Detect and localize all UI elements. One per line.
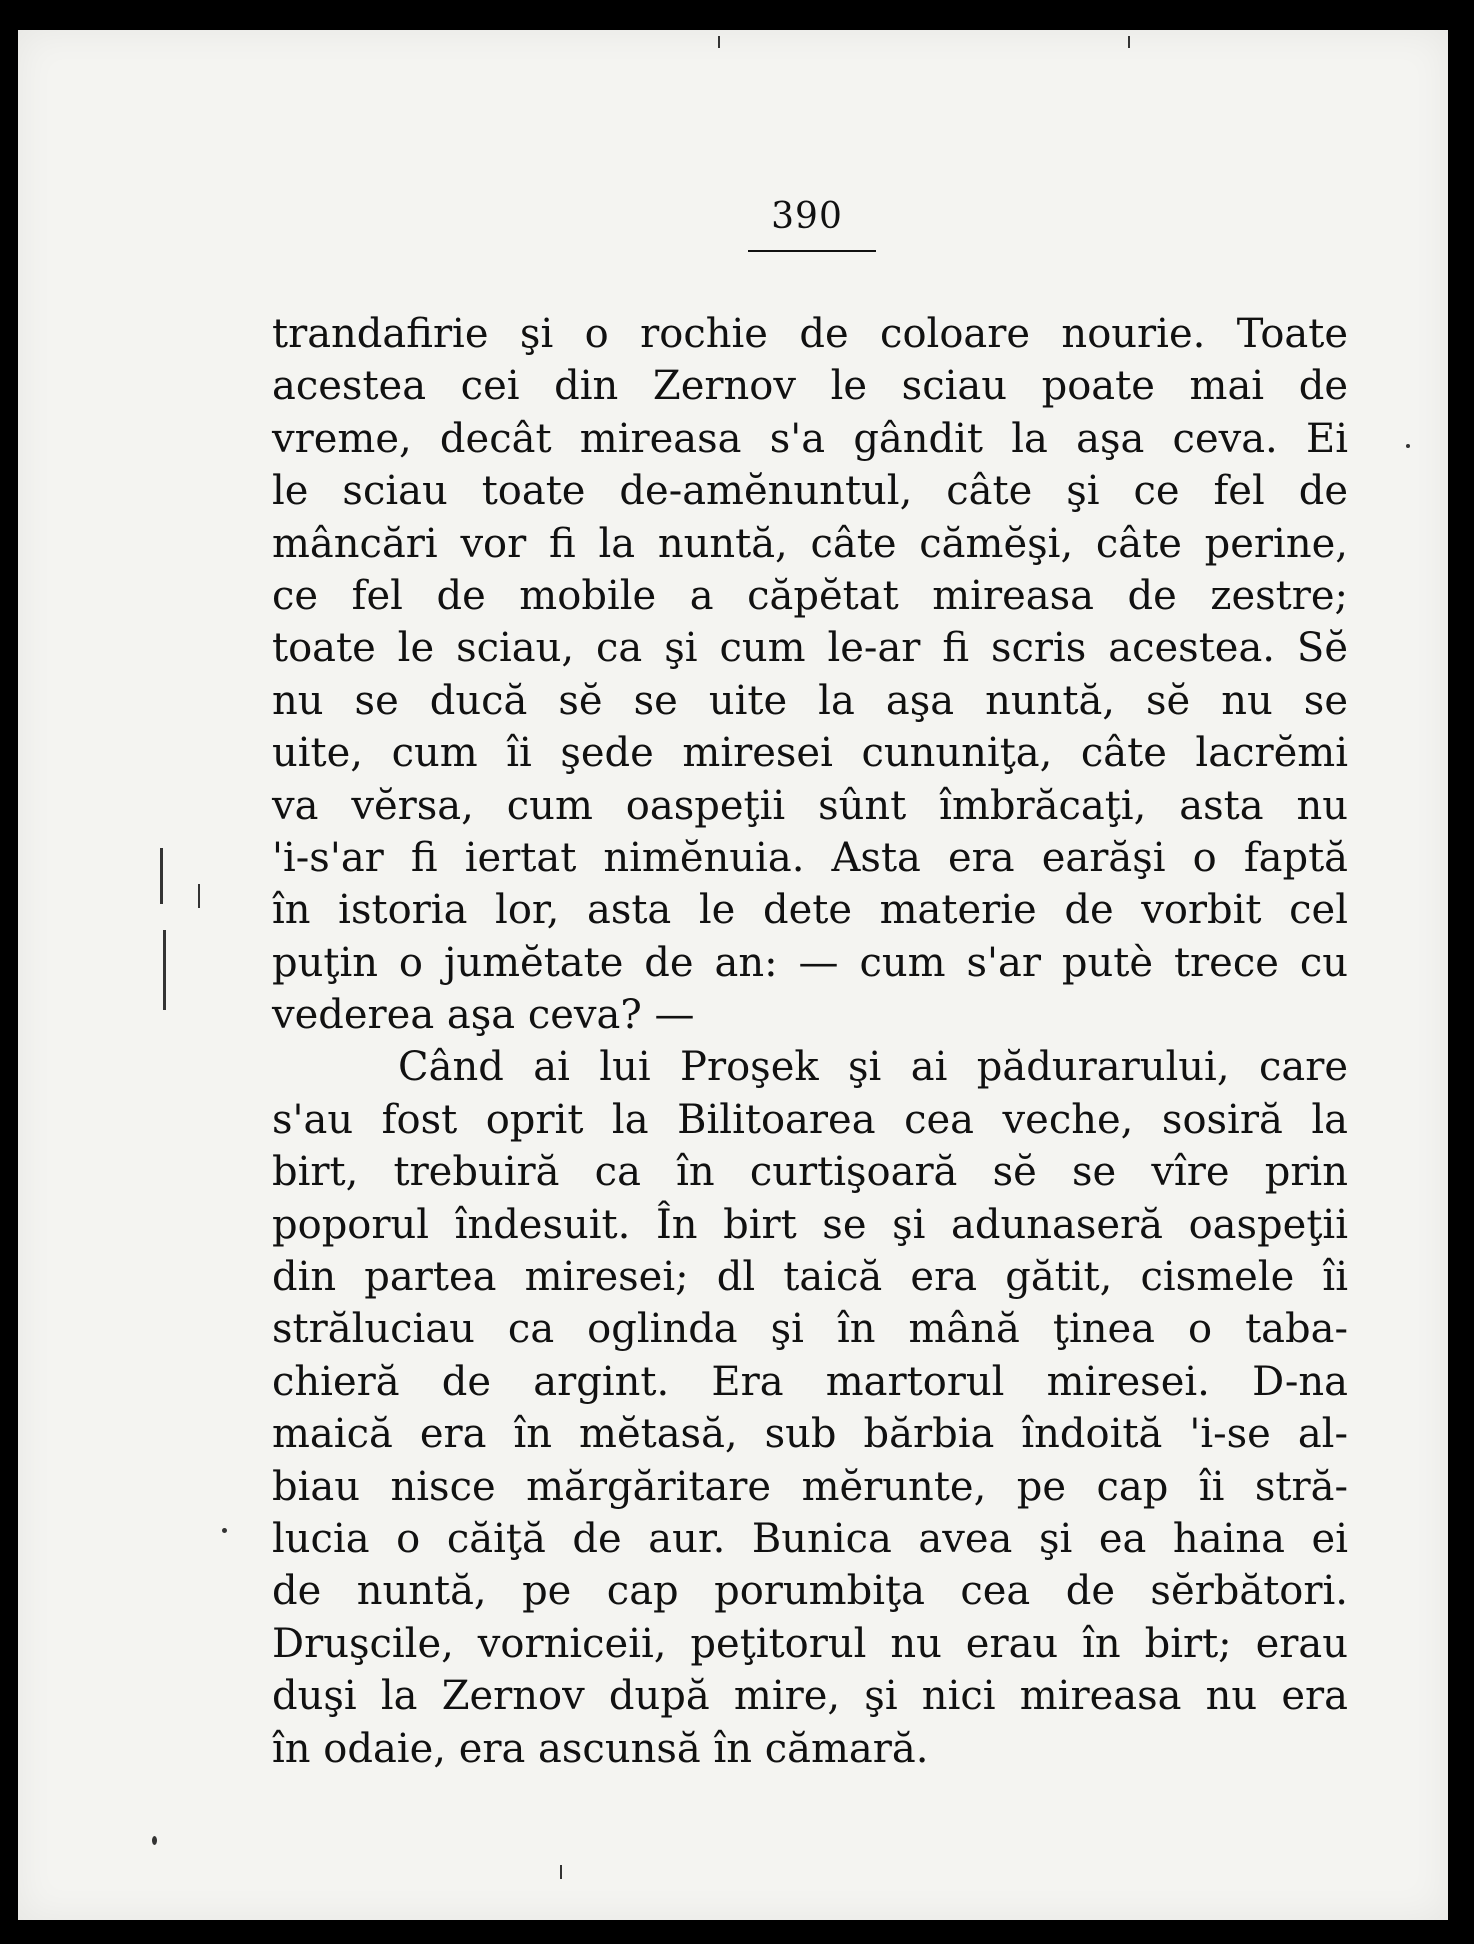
scan-speck: [718, 36, 720, 48]
text-line: duşi la Zernov după mire, şi nici mireasa nu era: [272, 1673, 1348, 1720]
text-line: va vĕrsa, cum oaspeţii sûnt îmbrăcaţi, asta nu: [272, 782, 1348, 829]
text-line: vreme, decât mireasa s'a gândit la aşa ceva. Ei: [272, 415, 1348, 462]
scan-speck: [198, 884, 200, 908]
text-line: puţin o jumĕtate de an: — cum s'ar putè trece cu: [272, 939, 1348, 986]
text-line: biau nisce mărgăritare mĕrunte, pe cap îi stră-: [272, 1463, 1348, 1510]
paragraph-end-line: în odaie, era ascunsă în cămară.: [272, 1725, 929, 1772]
text-line: toate le sciau, ca şi cum le-ar fi scris acestea. Sĕ: [272, 625, 1348, 672]
text-line: maică era în mĕtasă, sub bărbia îndoită 'i-se al-: [272, 1411, 1348, 1458]
text-line: chieră de argint. Era martorul miresei. D-na: [272, 1358, 1348, 1405]
scan-speck: [560, 1865, 562, 1879]
paragraph-end-line: vederea aşa ceva? —: [272, 992, 695, 1039]
text-line: străluciau ca oglinda şi în mână ţinea o taba-: [272, 1306, 1348, 1353]
page-number: 390: [771, 196, 843, 237]
scan-speck: [160, 848, 163, 904]
scan-speck: [1128, 36, 1130, 48]
body-text: [272, 308, 1348, 1775]
scan-speck: [1406, 444, 1410, 448]
text-line: s'au fost oprit la Bilitoarea cea veche, sosiră la: [272, 1096, 1348, 1143]
text-line: Druşcile, vorniceii, peţitorul nu erau în birt; erau: [272, 1620, 1348, 1667]
text-line: birt, trebuiră ca în curtişoară sĕ se vîre prin: [272, 1149, 1348, 1196]
paragraph-start-line: Când ai lui Proşek şi ai pădurarului, care: [398, 1044, 1348, 1091]
text-line: în istoria lor, asta le dete materie de vorbit cel: [272, 887, 1348, 934]
text-line: 'i-s'ar fi iertat nimĕnuia. Asta era earăşi o faptă: [272, 834, 1348, 881]
text-line: uite, cum îi şede miresei cununiţa, câte lacrĕmi: [272, 730, 1348, 777]
scan-speck: [1448, 1600, 1454, 1900]
scan-speck: [152, 1836, 157, 1845]
text-line: poporul îndesuit. În birt se şi adunaseră oaspeţii: [272, 1201, 1348, 1248]
text-line: lucia o căiţă de aur. Bunica avea şi ea haina ei: [272, 1515, 1348, 1562]
text-line: ce fel de mobile a căpĕtat mireasa de zestre;: [272, 572, 1348, 619]
scan-speck: [222, 1528, 227, 1533]
text-line: le sciau toate de-amĕnuntul, câte şi ce fel de: [272, 468, 1348, 515]
text-line: mâncări vor fi la nuntă, câte cămĕşi, câte perine,: [272, 520, 1348, 567]
text-line: nu se ducă sĕ se uite la aşa nuntă, sĕ nu se: [272, 677, 1348, 724]
text-line: trandafirie şi o rochie de coloare nourie. Toate: [272, 311, 1348, 357]
text-line: din partea miresei; dl taică era gătit, cismele îi: [272, 1254, 1348, 1301]
text-line: de nuntă, pe cap porumbiţa cea de sĕrbători.: [272, 1568, 1348, 1615]
text-line: acestea cei din Zernov le sciau poate mai de: [272, 363, 1348, 410]
page-number-rule: [748, 250, 876, 252]
scan-speck: [163, 930, 166, 1010]
